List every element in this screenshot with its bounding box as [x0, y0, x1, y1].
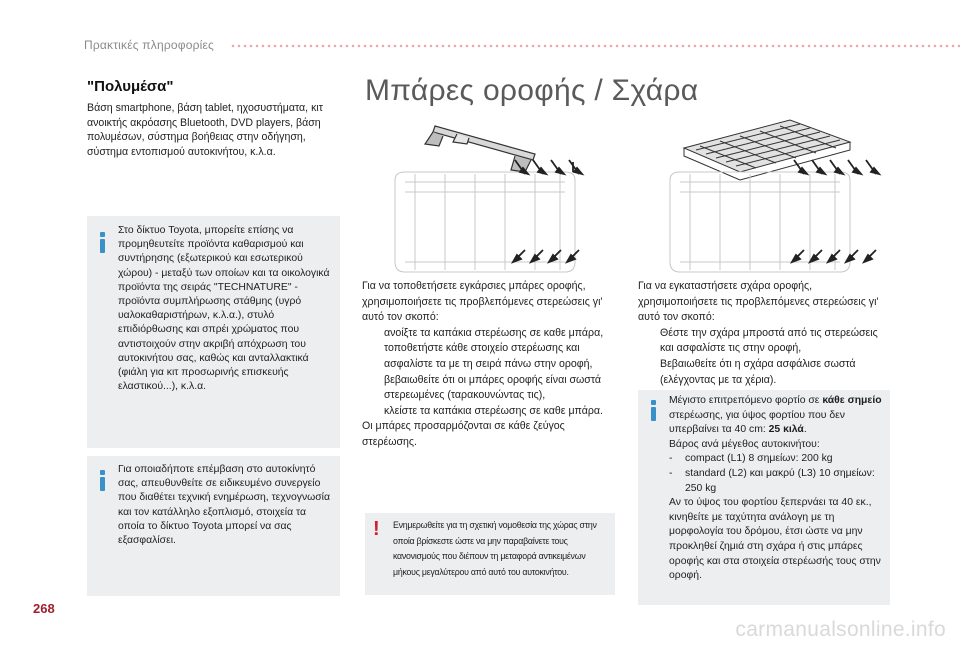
list-item: τοποθετήστε κάθε στοιχείο στερέωσης και ασφαλίστε τα με τη σειρά πάνω στην οροφή,	[384, 342, 593, 370]
roof-bars-illustration	[365, 112, 615, 280]
multimedia-title: "Πολυμέσα"	[87, 78, 174, 95]
info-icon	[650, 400, 656, 421]
page-header-title: Πρακτικές πληροφορίες	[84, 38, 215, 52]
header-dotted-rule	[230, 44, 960, 48]
list-item: βεβαιωθείτε ότι οι μπάρες οροφής είναι σωστά στερεωμένες (ταρακουνώντας τις),	[384, 373, 601, 402]
list-item: Θέστε την σχάρα μπροστά από τις στερεώσεις και ασφαλίστε τις στην οροφή,	[660, 326, 878, 355]
max-load-statement: Μέγιστο επιτρεπόμενο φορτίο σε κάθε σημείο στερέωσης, για ύψος φορτίου που δεν υπερβαίνει τα 40 cm: 25 κιλά.	[669, 395, 882, 436]
list-item: - compact (L1) 8 σημείων: 200 kg	[669, 453, 833, 465]
list-item: ανοίξτε τα καπάκια στερέωσης σε καθε μπάρα,	[384, 326, 604, 339]
roof-bars-instructions	[362, 279, 612, 451]
van-roof-outline	[395, 172, 575, 272]
info-box-service	[87, 456, 340, 596]
height-warning: Αν το ύψος του φορτίου ξεπερνάει τα 40 εκ., κινηθείτε με ταχύτητα ανάλογη με τη μορφολογία του δρόμου, έτσι ώστε να μην προκληθεί ζημιά στη σχάρα ή στις μπάρες οροφής και στα στοιχεία στερέωσής τους στην οροφή.	[669, 497, 881, 582]
watermark: carmanualsonline.info	[735, 618, 946, 641]
weight-by-size-heading: Βάρος ανά μέγεθος αυτοκινήτου:	[669, 438, 820, 450]
roof-rack-illustration	[640, 112, 890, 280]
warning-box	[365, 513, 615, 595]
roof-rack-steps	[638, 326, 890, 388]
list-item: κλείστε τα καπάκια στερέωσης σε καθε μπάρα.	[384, 404, 603, 417]
warning-icon: !	[373, 518, 380, 540]
roof-bars-intro: Για να τοποθετήσετε εγκάρσιες μπάρες οροφής, χρησιμοποιήσετε τις προβλεπόμενες στερεώσεις γι' αυτό τον σκοπό:	[362, 280, 603, 324]
warning-text: Ενημερωθείτε για τη σχετική νομοθεσία της χώρας στην οποία βρίσκεστε ώστε να μην παραβαίνετε τους κανονισμούς που διέπουν τη μεταφορά αντικειμένων μήκους μεγαλύτερου από αυτό του αυτοκινήτου.	[393, 520, 597, 577]
roof-rack-icon	[684, 120, 850, 180]
multimedia-body: Βάση smartphone, βάση tablet, ηχοσυστήματα, κιτ ανοικτής ακρόασης Bluetooth, DVD players, βάση πολυμέσων, σύστημα βοήθειας στην οδήγηση, σύστημα εντοπισμού αυτοκινήτου, κ.λ.α.	[87, 102, 323, 158]
roof-bars-outro: Οι μπάρες προσαρμόζονται σε κάθε ζεύγος στερέωσης.	[362, 420, 565, 448]
page-number: 268	[33, 601, 55, 616]
roof-rack-intro: Για να εγκαταστήσετε σχάρα οροφής, χρησιμοποιήσετε τις προβλεπόμενες στερεώσεις γι' αυτό τον σκοπό:	[638, 280, 879, 324]
info-box-products	[87, 216, 340, 448]
van-roof-outline	[670, 172, 850, 272]
list-item: - standard (L2) και μακρύ (L3) 10 σημείων: 250 kg	[669, 467, 875, 494]
info-box-load-limits	[638, 390, 890, 605]
info-box-service-text: Για οποιαδήποτε επέμβαση στο αυτοκίνητό σας, απευθυνθείτε σε ειδικευμένο συνεργείο που διαθέτει τεχνική ενημέρωση, τεχνογνωσία και τον κατάλληλο εξοπλισμό, στοιχεία τα οποία το δίκτυο Toyota μπορεί να σας εξασφαλίσει.	[118, 464, 330, 547]
main-title: Μπάρες οροφής / Σχάρα	[365, 74, 699, 107]
roof-rack-instructions	[638, 279, 890, 388]
info-icon	[99, 470, 105, 491]
list-item: Βεβαιωθείτε ότι η σχάρα ασφάλισε σωστά (ελέγχοντας με τα χέρια).	[660, 357, 856, 386]
roof-bars-steps	[362, 326, 612, 420]
info-box-products-text: Στο δίκτυο Toyota, μπορείτε επίσης να προμηθευτείτε προϊόντα καθαρισμού και συντήρησης (εξωτερικού και εσωτερικού χώρου) - μεταξύ των οποίων και τα οικολογικά προϊόντα της σειράς "TECHNATURE" - προϊόντα συμπλήρωσης στάθμης (υγρό υαλοκαθαριστήρων, κ.λ.α.), στυλό επιδιόρθωσης και σπρέι χρώματος που αντιστοιχούν στην ακριβή απόχρωση του αυτοκινήτου σας, καθώς και ανταλλακτικά (φιάλη για κιτ προσωρινής επισκευής ελαστικού...), κ.λ.α.	[118, 225, 330, 393]
info-icon	[99, 232, 105, 253]
info-box-load-limits-text	[669, 394, 883, 584]
mounting-point-arrows	[513, 160, 582, 262]
